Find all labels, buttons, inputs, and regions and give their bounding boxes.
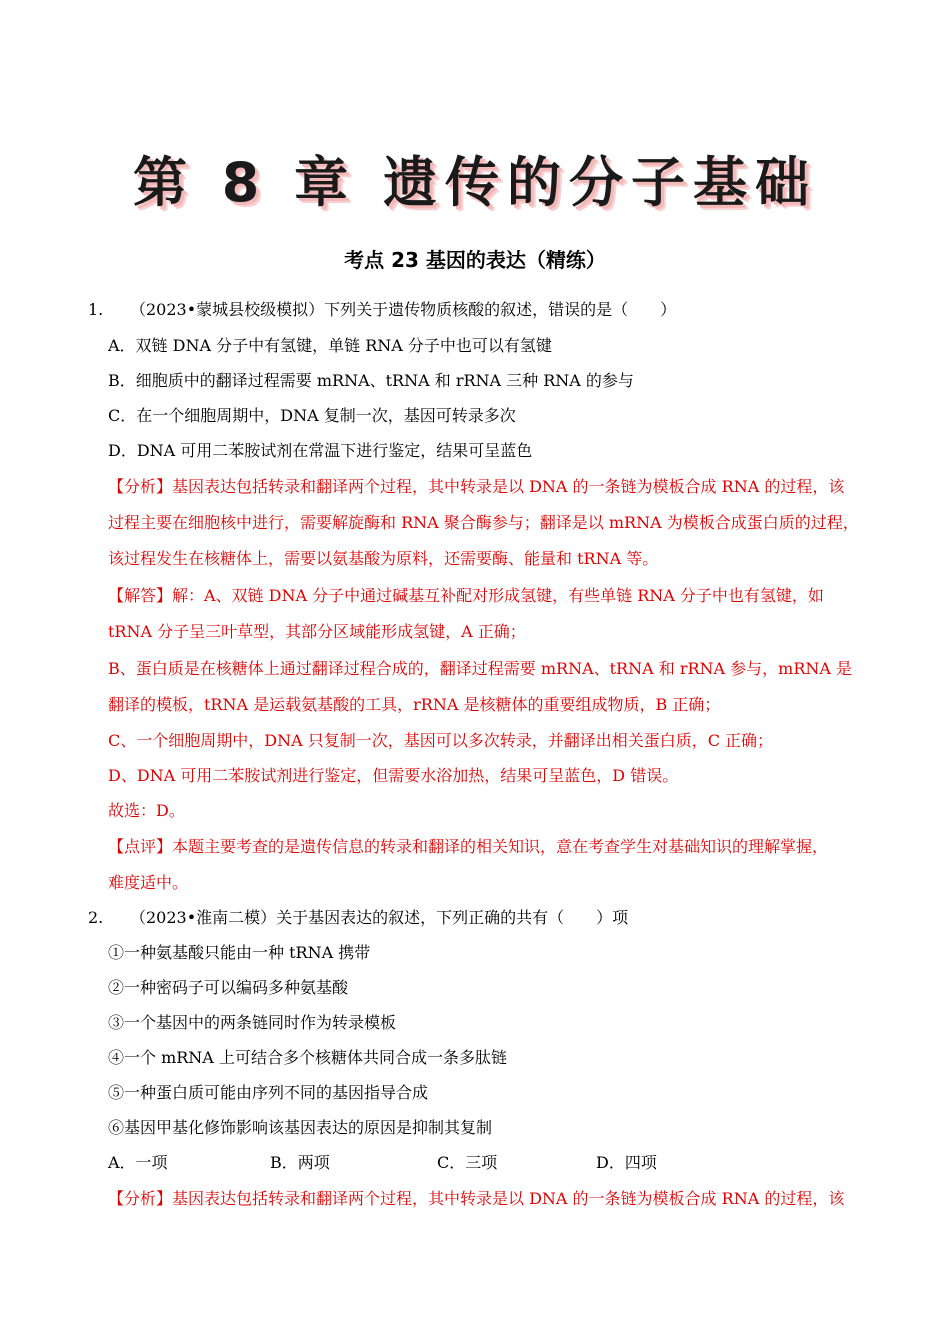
question-2-item: ③一个基因中的两条链同时作为转录模板 bbox=[108, 1013, 397, 1032]
question-1-stem: （2023•蒙城县校级模拟）下列关于遗传物质核酸的叙述，错误的是（ ） bbox=[130, 300, 677, 319]
question-2-item: ⑥基因甲基化修饰影响该基因表达的原因是抑制其复制 bbox=[108, 1118, 493, 1137]
question-2-item: ④一个 mRNA 上可结合多个核糖体共同合成一条多肽链 bbox=[108, 1048, 507, 1067]
question-2-item: ⑤一种蛋白质可能由序列不同的基因指导合成 bbox=[108, 1083, 429, 1102]
question-1-option-b: B．细胞质中的翻译过程需要 mRNA、tRNA 和 rRNA 三种 RNA 的参与 bbox=[108, 371, 634, 390]
question-2-option-c: C．三项 bbox=[437, 1153, 498, 1172]
question-2-item: ①一种氨基酸只能由一种 tRNA 携带 bbox=[108, 943, 371, 962]
question-1-answer-line: D、DNA 可用二苯胺试剂进行鉴定，但需要水浴加热，结果可呈蓝色，D 错误。 bbox=[108, 766, 679, 785]
question-1-analysis-line: 该过程发生在核糖体上，需要以氨基酸为原料，还需要酶、能量和 tRNA 等。 bbox=[108, 549, 659, 568]
question-1-answer-line: 故选：D。 bbox=[108, 801, 185, 820]
question-1-answer-line: B、蛋白质是在核糖体上通过翻译过程合成的，翻译过程需要 mRNA、tRNA 和 rRNA 参与，mRNA 是 bbox=[108, 659, 853, 678]
question-1-comment-line: 难度适中。 bbox=[108, 873, 189, 892]
question-1-analysis-line: 过程主要在细胞核中进行，需要解旋酶和 RNA 聚合酶参与；翻译是以 mRNA 为模板合成蛋白质的过程， bbox=[108, 513, 859, 532]
question-2-option-a: A．一项 bbox=[108, 1153, 168, 1172]
question-1-answer-line: 翻译的模板，tRNA 是运载氨基酸的工具，rRNA 是核糖体的重要组成物质，B 正确； bbox=[108, 695, 721, 714]
question-1-comment-line: 【点评】本题主要考查的是遗传信息的转录和翻译的相关知识，意在考查学生对基础知识的理解掌握， bbox=[108, 837, 829, 856]
question-1-option-c: C．在一个细胞周期中，DNA 复制一次，基因可转录多次 bbox=[108, 406, 516, 425]
section-title: 考点 23 基因的表达（精练） bbox=[344, 248, 606, 272]
question-2-option-b: B．两项 bbox=[270, 1153, 330, 1172]
question-1-answer-line: 【解答】解：A、双链 DNA 分子中通过碱基互补配对形成氢键，有些单链 RNA 分子中也有氢键，如 bbox=[108, 586, 824, 605]
question-2-option-d: D．四项 bbox=[596, 1153, 657, 1172]
question-1-option-d: D．DNA 可用二苯胺试剂在常温下进行鉴定，结果可呈蓝色 bbox=[108, 441, 533, 460]
question-2-number: 2. bbox=[88, 908, 104, 927]
question-2-item: ②一种密码子可以编码多种氨基酸 bbox=[108, 978, 349, 997]
question-1-answer-line: C、一个细胞周期中，DNA 只复制一次，基因可以多次转录，并翻译出相关蛋白质，C 正确； bbox=[108, 731, 774, 750]
chapter-title: 第 8 章 遗传的分子基础 bbox=[133, 151, 817, 214]
question-2-stem: （2023•淮南二模）关于基因表达的叙述，下列正确的共有（ ）项 bbox=[130, 908, 629, 927]
question-1-option-a: A．双链 DNA 分子中有氢键，单链 RNA 分子中也可以有氢键 bbox=[108, 336, 552, 355]
question-1-answer-line: tRNA 分子呈三叶草型，其部分区域能形成氢键，A 正确； bbox=[108, 622, 526, 641]
question-1-number: 1. bbox=[88, 300, 104, 319]
question-2-analysis-line: 【分析】基因表达包括转录和翻译两个过程，其中转录是以 DNA 的一条链为模板合成 RNA 的过程，该 bbox=[108, 1189, 845, 1208]
question-1-analysis-line: 【分析】基因表达包括转录和翻译两个过程，其中转录是以 DNA 的一条链为模板合成 RNA 的过程，该 bbox=[108, 477, 845, 496]
